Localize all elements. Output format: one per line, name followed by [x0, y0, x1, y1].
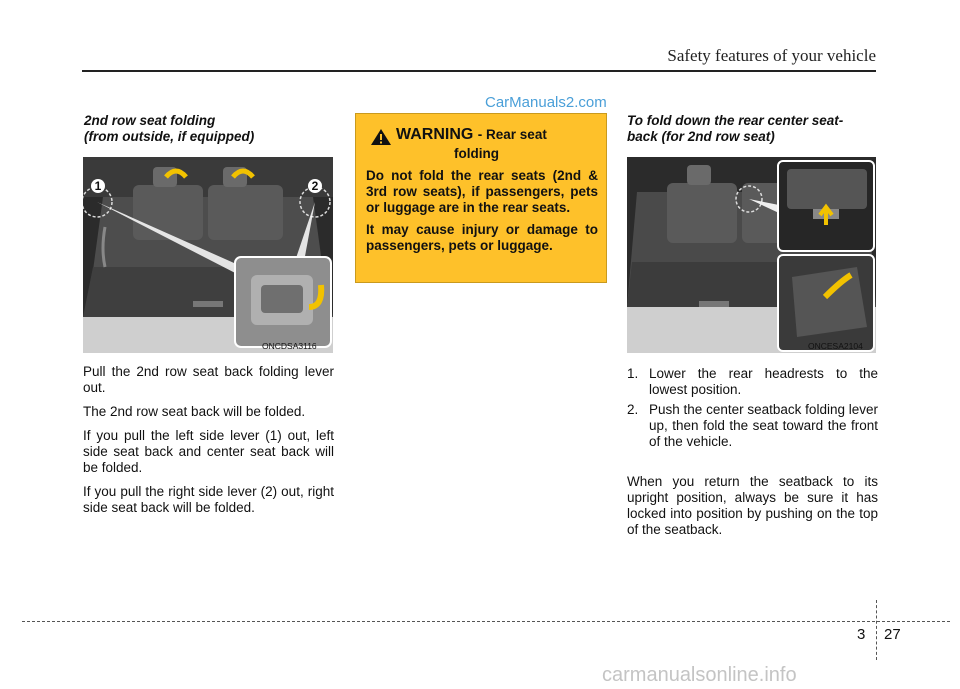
left-paragraph: Pull the 2nd row seat back folding lever out.: [83, 364, 334, 395]
watermark-top[interactable]: CarManuals2.com: [485, 94, 607, 111]
footer-dashed-rule: [22, 621, 950, 622]
warning-body: [366, 168, 598, 260]
left-body: [83, 364, 334, 524]
right-note: When you return the seatback to its upright position, always be sure it has locked into position by pushing on the top of the seatback.: [627, 474, 878, 537]
right-heading-line1: To fold down the rear center seat-: [627, 113, 844, 128]
callout-badge-1: 1: [91, 179, 105, 193]
warning-paragraph: It may cause injury or damage to passengers, pets or luggage.: [366, 222, 598, 253]
left-heading-line1: 2nd row seat folding: [84, 113, 216, 128]
warning-triangle-icon: [370, 128, 392, 146]
warning-subtitle-line2: folding: [454, 146, 499, 161]
callout-badge-2: 2: [308, 179, 322, 193]
left-image-caption: ONCDSA3116: [262, 341, 317, 351]
cargo-photo-center-lever: [627, 157, 876, 353]
right-heading-line2: back (for 2nd row seat): [627, 129, 775, 144]
warning-header: [396, 126, 547, 144]
watermark-bottom[interactable]: carmanualsonline.info: [602, 664, 797, 686]
header-rule: [82, 70, 876, 72]
right-heading: [627, 113, 843, 145]
left-paragraph: If you pull the right side lever (2) out, right side seat back will be folded.: [83, 484, 334, 515]
warning-box: [355, 113, 607, 283]
step-item: [627, 402, 878, 450]
warning-paragraph: Do not fold the rear seats (2nd & 3rd row seats), if passengers, pets or luggage are in the rear seats.: [366, 168, 598, 215]
left-heading-line2: (from outside, if equipped): [84, 129, 255, 144]
cargo-photo-outside-levers: [83, 157, 333, 353]
page-number: 27: [884, 626, 901, 643]
step-number: 1.: [627, 366, 639, 381]
right-image-caption: ONCESA2104: [808, 341, 863, 351]
chapter-number: 3: [857, 626, 866, 643]
left-paragraph: If you pull the left side lever (1) out, left side seat back and center seat back will be folded.: [83, 428, 334, 475]
warning-subtitle: - Rear seat: [477, 127, 547, 142]
step-number: 2.: [627, 402, 639, 417]
footer-vertical-rule: [876, 600, 877, 660]
step-item: [627, 366, 878, 398]
step-text: Lower the rear headrests to the lowest position.: [649, 366, 878, 397]
fold-steps-list: [627, 366, 878, 454]
left-heading: [84, 113, 254, 145]
left-paragraph: The 2nd row seat back will be folded.: [83, 404, 306, 419]
step-text: Push the center seatback folding lever up, then fold the seat toward the front of the vehicle.: [649, 402, 878, 449]
warning-title: WARNING: [396, 126, 474, 143]
header-title: Safety features of your vehicle: [667, 46, 876, 65]
